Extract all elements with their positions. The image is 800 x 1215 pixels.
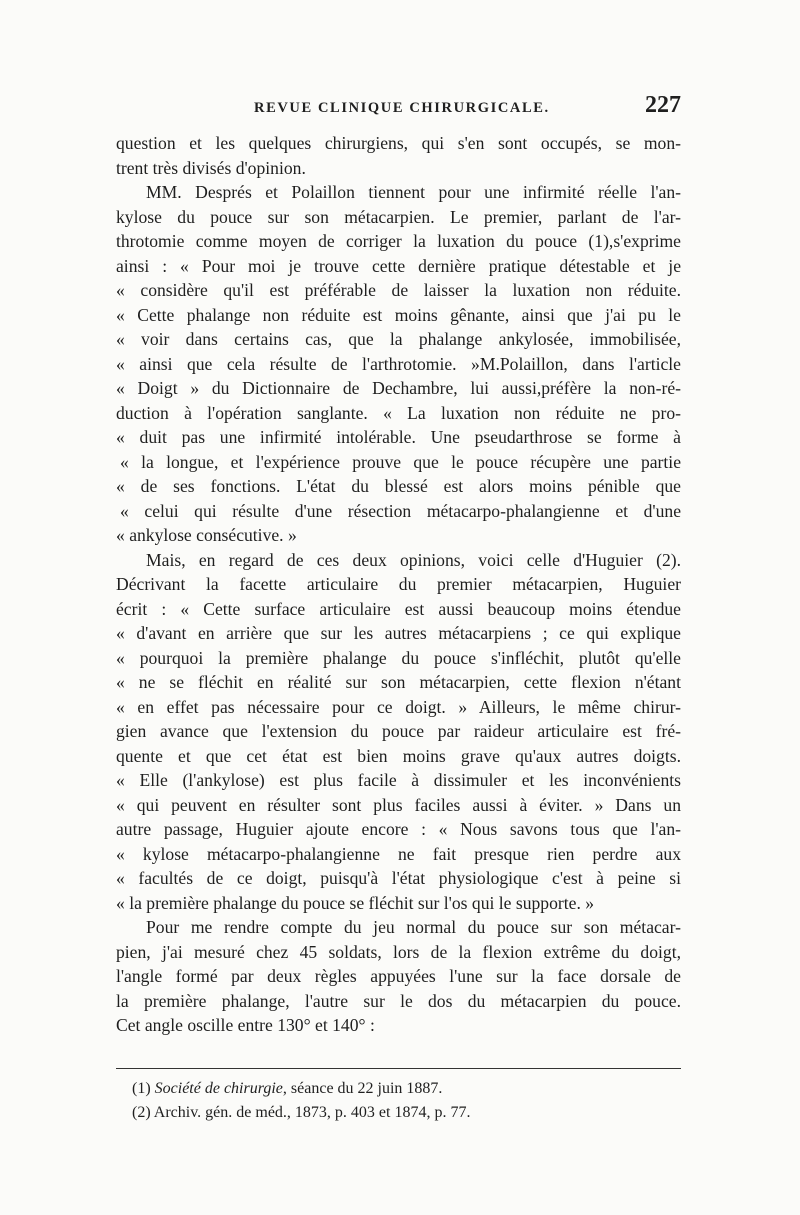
text-line: « kylose métacarpo-phalangienne ne fait presque rien perdre aux [116, 843, 681, 864]
body-text [116, 131, 681, 1038]
running-title: REVUE CLINIQUE CHIRURGICALE. [254, 100, 550, 116]
text-line: l'angle formé par deux règles appuyées l'une sur la face dorsale de [116, 966, 681, 986]
text-line: « Elle (l'ankylose) est plus facile à dissimuler et les inconvénients [116, 770, 681, 790]
text-line: autre passage, Huguier ajoute encore : « Nous savons tous que l'an- [116, 819, 681, 839]
text-line: « Doigt » du Dictionnaire de Dechambre, lui aussi,préfère la non-ré- [116, 378, 681, 398]
footnote-1: (1) Société de chirurgie, séance du 22 juin 1887. [132, 1080, 443, 1097]
text-line: écrit : « Cette surface articulaire est aussi beaucoup moins étendue [116, 598, 681, 619]
text-line: pien, j'ai mesuré chez 45 soldats, lors de la flexion extrême du doigt, [116, 941, 681, 962]
text-line: « facultés de ce doigt, puisqu'à l'état physiologique c'est à peine si [116, 868, 681, 888]
text-line: throtomie comme moyen de corriger la luxation du pouce (1),s'exprime [116, 231, 681, 251]
text-line: « pourquoi la première phalange du pouce s'infléchit, plutôt qu'elle [116, 647, 681, 668]
running-header [116, 94, 681, 124]
text-line: « celui qui résulte d'une résection métacarpo-phalangienne et d'une [120, 500, 681, 521]
text-line: « ne se fléchit en réalité sur son métacarpien, cette flexion n'étant [116, 672, 681, 692]
text-line: kylose du pouce sur son métacarpien. Le premier, parlant de l'ar- [116, 206, 681, 227]
text-line: « d'avant en arrière que sur les autres métacarpiens ; ce qui explique [116, 623, 681, 643]
text-line: MM. Després et Polaillon tiennent pour une infirmité réelle l'an- [146, 182, 681, 202]
text-line: « duit pas une infirmité intolérable. Une pseudarthrose se forme à [116, 427, 681, 447]
text-line: Cet angle oscille entre 130° et 140° : [116, 1015, 375, 1035]
text-line: « ankylose consécutive. » [116, 525, 297, 545]
text-line: « la première phalange du pouce se fléchit sur l'os qui le supporte. » [116, 892, 595, 913]
text-line: Mais, en regard de ces deux opinions, voici celle d'Huguier (2). [146, 549, 681, 570]
footnotes [132, 1077, 672, 1125]
text-line: « considère qu'il est préférable de laisser la luxation non réduite. [116, 280, 681, 300]
text-line: quente et que cet état est bien moins grave qu'aux autres doigts. [116, 745, 681, 766]
text-line: « ainsi que cela résulte de l'arthrotomie. »M.Polaillon, dans l'article [116, 353, 681, 374]
text-line: « Cette phalange non réduite est moins gênante, ainsi que j'ai pu le [116, 304, 681, 325]
text-line: Pour me rendre compte du jeu normal du pouce sur son métacar- [146, 917, 681, 937]
footnote-rule [116, 1068, 681, 1069]
text-line: gien avance que l'extension du pouce par raideur articulaire est fré- [116, 721, 681, 741]
text-line: « de ses fonctions. L'état du blessé est alors moins pénible que [116, 476, 681, 496]
text-line: trent très divisés d'opinion. [116, 157, 306, 178]
text-line: ainsi : « Pour moi je trouve cette dernière pratique détestable et je [116, 255, 681, 276]
text-line: question et les quelques chirurgiens, qui s'en sont occupés, se mon- [116, 133, 681, 153]
text-line: la première phalange, l'autre sur le dos du métacarpien du pouce. [116, 990, 681, 1011]
text-line: duction à l'opération sanglante. « La luxation non réduite ne pro- [116, 402, 681, 423]
footnote-2: (2) Archiv. gén. de méd., 1873, p. 403 et 1874, p. 77. [132, 1104, 471, 1121]
text-line: « qui peuvent en résulter sont plus faciles aussi à éviter. » Dans un [116, 794, 681, 815]
text-line: « la longue, et l'expérience prouve que le pouce récupère une partie [120, 451, 681, 472]
text-line: Décrivant la facette articulaire du premier métacarpien, Huguier [116, 574, 681, 594]
text-line: « voir dans certains cas, que la phalange ankylosée, immobilisée, [116, 329, 681, 349]
text-line: « en effet pas nécessaire pour ce doigt. » Ailleurs, le même chirur- [116, 696, 681, 717]
page-number: 227 [645, 92, 681, 118]
